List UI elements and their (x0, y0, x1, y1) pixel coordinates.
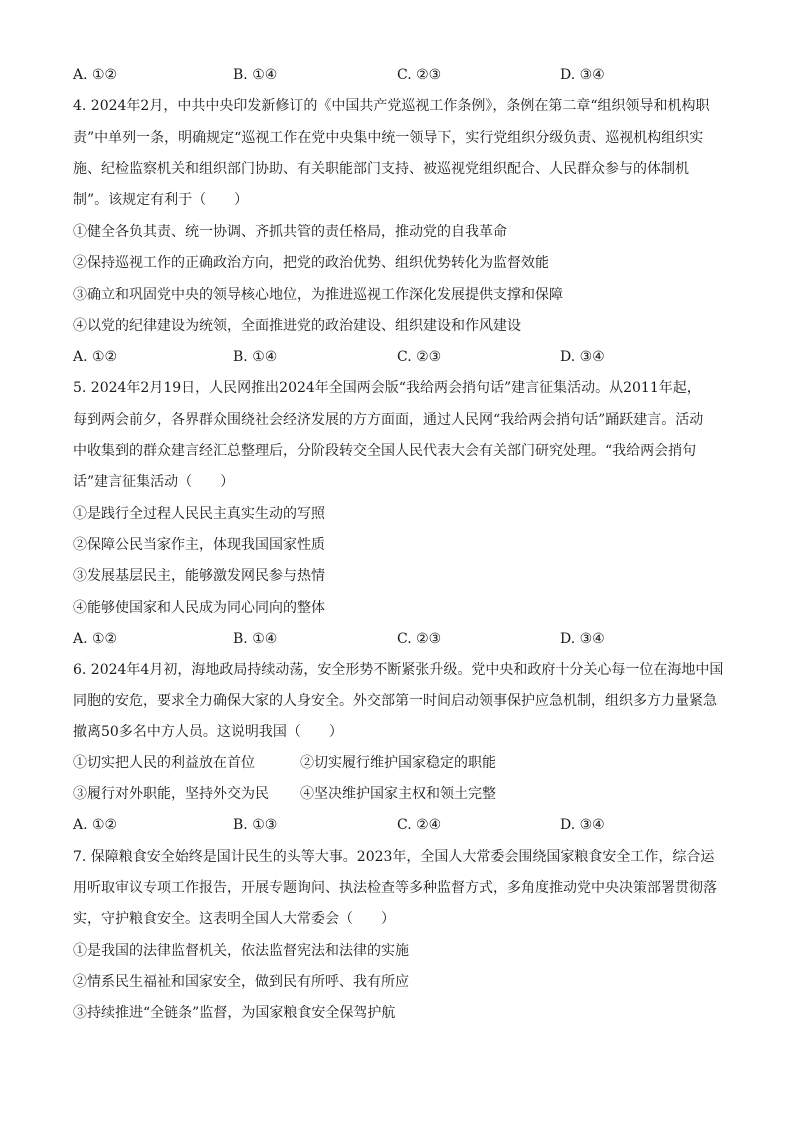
q5-option-d[interactable]: D. ③④ (560, 631, 605, 647)
q6-item: ④坚决维护国家主权和领土完整 (300, 786, 496, 802)
q6-item: ②切实履行维护国家稳定的职能 (300, 755, 496, 771)
q6-option-c[interactable]: C. ②④ (397, 817, 442, 833)
q3-option-d[interactable]: D. ③④ (560, 67, 605, 83)
q4-stem-line: 制”。该规定有利于（ ） (73, 192, 249, 208)
q5-stem-line: 每到两会前夕，各界群众围绕社会经济发展的方方面面，通过人民网“我给两会捎句话”踊跃建言。活动 (73, 412, 704, 428)
q7-stem-line: 用听取审议专项工作报告，开展专题询问、执法检查等多种监督方式，多角度推动党中央决策部署贯彻落 (73, 880, 717, 896)
q3-options (73, 64, 723, 86)
q5-option-a[interactable]: A. ①② (73, 631, 118, 647)
q4-option-a[interactable]: A. ①② (73, 349, 118, 365)
q6-options (73, 814, 723, 836)
q4-item: ①健全各负其责、统一协调、齐抓共管的责任格局，推动党的自我革命 (73, 224, 507, 240)
q4-stem-line: 责”中单列一条，明确规定“巡视工作在党中央集中统一领导下，实行党组织分级负责、巡视机构组织实 (73, 130, 704, 146)
q6-stem-line: 同胞的安危，要求全力确保大家的人身安全。外交部第一时间启动领事保护应急机制，组织多方力量紧急 (73, 693, 717, 709)
q6-item: ③履行对外职能，坚持外交为民 (73, 786, 269, 802)
q6-option-d[interactable]: D. ③④ (560, 817, 605, 833)
q7-item: ③持续推进“全链条”监督，为国家粮食安全保驾护航 (73, 1005, 396, 1021)
q6-items-row (73, 783, 723, 805)
q5-option-c[interactable]: C. ②③ (397, 631, 442, 647)
q7-stem-line: 7. 保障粮食安全始终是国计民生的头等大事。2023年，全国人大常委会围绕国家粮食安全工作，综合运 (73, 849, 715, 865)
q5-stem-line: 话”建言征集活动（ ） (73, 474, 235, 490)
q5-item: ②保障公民当家作主，体现我国国家性质 (73, 537, 325, 553)
q4-option-d[interactable]: D. ③④ (560, 349, 605, 365)
q4-stem-line: 施、纪检监察机关和组织部门协助、有关职能部门支持、被巡视党组织配合、人民群众参与的体制机 (73, 161, 689, 177)
q4-item: ④以党的纪律建设为统领，全面推进党的政治建设、组织建设和作风建设 (73, 318, 521, 334)
q5-options (73, 628, 723, 650)
q4-stem-line: 4. 2024年2月，中共中央印发新修订的《中国共产党巡视工作条例》，条例在第二章“组织领导和机构职 (73, 98, 710, 114)
q7-stem-line: 实，守护粮食安全。这表明全国人大常委会（ ） (73, 911, 395, 927)
q4-option-b[interactable]: B. ①④ (233, 349, 278, 365)
q3-option-a[interactable]: A. ①② (73, 67, 118, 83)
q5-item: ③发展基层民主，能够激发网民参与热情 (73, 568, 325, 584)
q5-item: ①是践行全过程人民民主真实生动的写照 (73, 506, 325, 522)
q3-option-b[interactable]: B. ①④ (233, 67, 278, 83)
q3-option-c[interactable]: C. ②③ (397, 67, 442, 83)
q5-option-b[interactable]: B. ①④ (233, 631, 278, 647)
q6-stem-line: 6. 2024年4月初，海地政局持续动荡，安全形势不断紧张升级。党中央和政府十分关心每一位在海地中国 (73, 662, 724, 678)
q7-item: ②情系民生福祉和国家安全，做到民有所呼、我有所应 (73, 974, 409, 990)
q5-stem-line: 5. 2024年2月19日，人民网推出2024年全国两会版“我给两会捎句话”建言征集活动。从2011年起， (73, 380, 701, 396)
q6-stem-line: 撤离50多名中方人员。这说明我国（ ） (73, 724, 343, 740)
q4-item: ②保持巡视工作的正确政治方向，把党的政治优势、组织优势转化为监督效能 (73, 255, 549, 271)
q5-item: ④能够使国家和人民成为同心同向的整体 (73, 600, 325, 616)
q6-items-row (73, 752, 723, 774)
q7-item: ①是我国的法律监督机关，依法监督宪法和法律的实施 (73, 943, 409, 959)
q6-option-a[interactable]: A. ①② (73, 817, 118, 833)
q5-stem-line: 中收集到的群众建言经汇总整理后，分阶段转交全国人民代表大会有关部门研究处理。“我给两会捎句 (73, 443, 697, 459)
q6-item: ①切实把人民的利益放在首位 (73, 755, 255, 771)
q4-options (73, 346, 723, 368)
q4-option-c[interactable]: C. ②③ (397, 349, 442, 365)
q6-option-b[interactable]: B. ①③ (233, 817, 278, 833)
q4-item: ③确立和巩固党中央的领导核心地位，为推进巡视工作深化发展提供支撑和保障 (73, 287, 563, 303)
